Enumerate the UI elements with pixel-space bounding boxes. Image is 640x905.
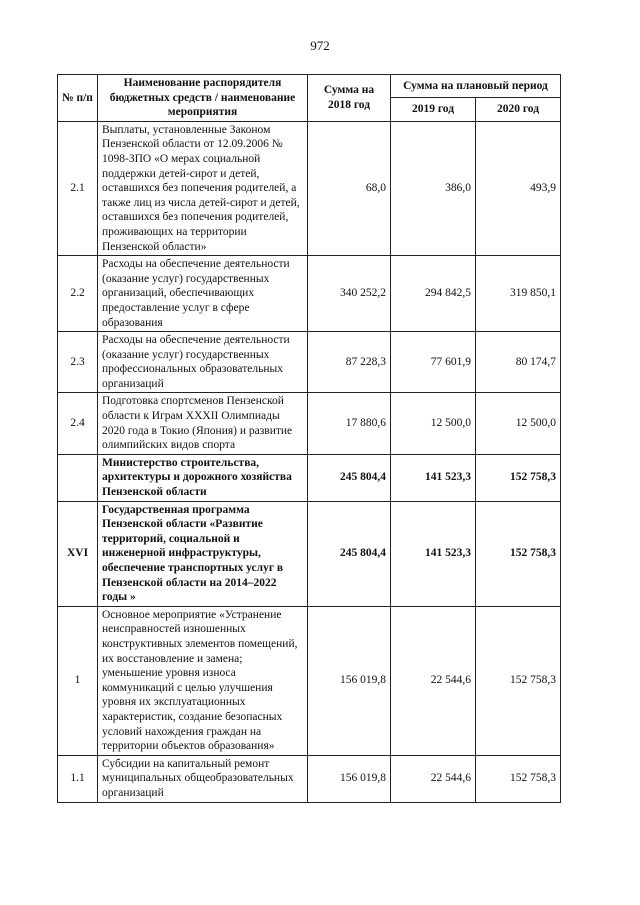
- header-row: [58, 75, 561, 98]
- row-sum-2019: 77 601,9: [391, 332, 476, 393]
- row-sum-2019: 294 842,5: [391, 256, 476, 332]
- row-name: Расходы на обеспечение деятельности (оказание услуг) государственных профессиональных образовательных организаций: [98, 332, 308, 393]
- table-row: [58, 393, 561, 454]
- row-sum-2018: 17 880,6: [308, 393, 391, 454]
- header-col-name: Наименование распорядителя бюджетных средств / наименование мероприятия: [98, 75, 308, 122]
- row-number: XVI: [58, 501, 98, 606]
- row-number: 1: [58, 606, 98, 755]
- header-col-2018: Сумма на 2018 год: [308, 75, 391, 122]
- table-row: [58, 606, 561, 755]
- row-sum-2018: 245 804,4: [308, 454, 391, 501]
- row-sum-2018: 245 804,4: [308, 501, 391, 606]
- table-row: [58, 454, 561, 501]
- page-number: 972: [310, 38, 330, 53]
- row-sum-2018: 156 019,8: [308, 606, 391, 755]
- row-sum-2019: 141 523,3: [391, 454, 476, 501]
- row-sum-2020: 319 850,1: [476, 256, 561, 332]
- budget-table: [57, 74, 561, 803]
- row-number: 1.1: [58, 755, 98, 802]
- row-name: Подготовка спортсменов Пензенской области к Играм XXXII Олимпиады 2020 года в Токио (Япония) и развитие олимпийских видов спорта: [98, 393, 308, 454]
- row-name: Государственная программа Пензенской области «Развитие территорий, социальной и инженерной инфраструктуры, обеспечение транспортных услуг в Пензенской области на 2014–2022 годы »: [98, 501, 308, 606]
- header-col-num: № п/п: [58, 75, 98, 122]
- row-sum-2020: 152 758,3: [476, 501, 561, 606]
- row-sum-2019: 22 544,6: [391, 755, 476, 802]
- row-sum-2020: 152 758,3: [476, 755, 561, 802]
- row-name: Министерство строительства, архитектуры и дорожного хозяйства Пензенской области: [98, 454, 308, 501]
- row-sum-2020: 80 174,7: [476, 332, 561, 393]
- table-row: [58, 121, 561, 255]
- row-sum-2018: 340 252,2: [308, 256, 391, 332]
- row-name: Выплаты, установленные Законом Пензенской области от 12.09.2006 № 1098-ЗПО «О мерах социальной поддержки детей-сирот и детей, оставшихся без попечения родителей, а также лиц из числа детей-сирот и детей, оставшихся без попечения родителей, проживающих на территории Пензенской области»: [98, 121, 308, 255]
- row-sum-2019: 141 523,3: [391, 501, 476, 606]
- row-sum-2020: 493,9: [476, 121, 561, 255]
- row-sum-2018: 87 228,3: [308, 332, 391, 393]
- row-number: 2.4: [58, 393, 98, 454]
- table-row: [58, 501, 561, 606]
- header-col-2019: 2019 год: [391, 98, 476, 121]
- row-sum-2019: 12 500,0: [391, 393, 476, 454]
- row-name: Расходы на обеспечение деятельности (оказание услуг) государственных организаций, обеспечивающих предоставление услуг в сфере образования: [98, 256, 308, 332]
- row-sum-2019: 386,0: [391, 121, 476, 255]
- row-number: 2.1: [58, 121, 98, 255]
- header-col-plan: Сумма на плановый период: [391, 75, 561, 98]
- row-number: [58, 454, 98, 501]
- row-sum-2020: 152 758,3: [476, 606, 561, 755]
- row-name: Субсидии на капитальный ремонт муниципальных общеобразовательных организаций: [98, 755, 308, 802]
- table-body: [58, 121, 561, 802]
- header-col-2020: 2020 год: [476, 98, 561, 121]
- row-sum-2018: 156 019,8: [308, 755, 391, 802]
- row-sum-2018: 68,0: [308, 121, 391, 255]
- table-row: [58, 332, 561, 393]
- table-row: [58, 256, 561, 332]
- row-sum-2020: 152 758,3: [476, 454, 561, 501]
- row-name: Основное мероприятие «Устранение неисправностей изношенных конструктивных элементов помещений, их восстановление и замена; уменьшение уровня износа коммуникаций с целью улучшения уровня их эксплуатационных характеристик, создание безопасных условий нахождения граждан на территории объектов образования»: [98, 606, 308, 755]
- row-sum-2020: 12 500,0: [476, 393, 561, 454]
- row-number: 2.2: [58, 256, 98, 332]
- table-row: [58, 755, 561, 802]
- row-number: 2.3: [58, 332, 98, 393]
- row-sum-2019: 22 544,6: [391, 606, 476, 755]
